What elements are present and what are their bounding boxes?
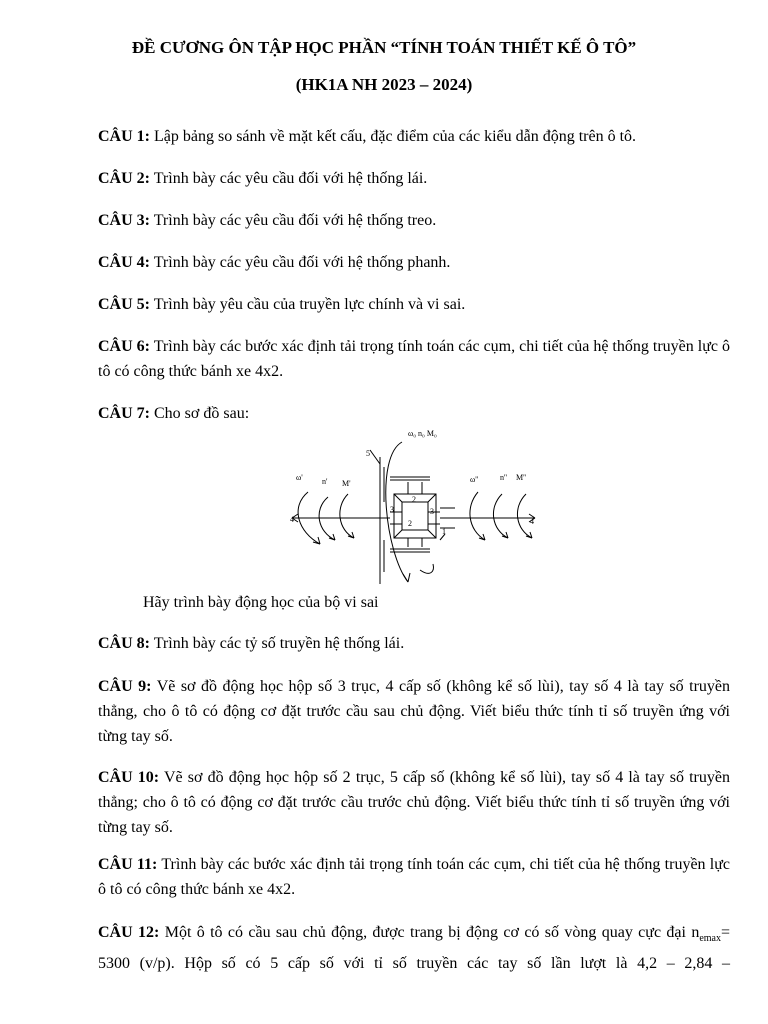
right-m-label: M'' (516, 473, 526, 482)
document-subtitle: (HK1A NH 2023 – 2024) (295, 75, 473, 94)
question-label: CÂU 2: (98, 170, 150, 187)
question-9 (98, 674, 730, 749)
question-label: CÂU 8: (98, 635, 150, 652)
part-2-top-label: 2 (412, 495, 416, 504)
top-label: ω₀ n₀ M₀ (408, 429, 437, 438)
left-m-label: M' (342, 479, 351, 488)
question-8 (98, 631, 730, 656)
question-text: Vẽ sơ đồ động học hộp số 3 trục, 4 cấp số (không kể số lùi), tay số 4 là tay số truyền thẳng, cho ô tô có động cơ đặt trước cầu sau chủ động. Viết biểu thức tính tỉ số truyền ứng với từng tay số. (98, 678, 731, 745)
part-5-label: 5 (366, 449, 370, 458)
question-label: CÂU 9: (98, 678, 152, 695)
question-text: Vẽ sơ đồ động học hộp số 2 trục, 5 cấp số (không kể số lùi), tay số 4 là tay số truyền thẳng; cho ô tô có động cơ đặt trước cầu trước chủ động. Viết biểu thức tính tỉ số truyền ứng với từng tay số. (98, 769, 730, 836)
left-n-label: n' (322, 477, 328, 486)
question-label: CÂU 1: (98, 128, 150, 145)
question-2 (98, 166, 730, 191)
question-text-before: Một ô tô có cầu sau chủ động, được trang bị động cơ có số vòng quay cực đại (164, 924, 692, 941)
question-text: Trình bày các yêu cầu đối với hệ thống treo. (153, 212, 437, 229)
question-text: Trình bày các yêu cầu đối với hệ thống phanh. (153, 254, 451, 271)
n-subscript: emax (699, 933, 721, 945)
question-label: CÂU 3: (98, 212, 150, 229)
question-text: Cho sơ đồ sau: (154, 405, 250, 422)
document-title: ĐỀ CƯƠNG ÔN TẬP HỌC PHẦN “TÍNH TOÁN THIẾT KẾ Ô TÔ” (131, 38, 637, 57)
question-label: CÂU 11: (98, 856, 158, 873)
question-text: Trình bày các yêu cầu đối với hệ thống lái. (153, 170, 428, 187)
question-5 (98, 292, 730, 317)
question-label: CÂU 10: (98, 769, 160, 786)
part-3-left-label: 3 (390, 505, 394, 514)
differential-diagram (280, 422, 550, 594)
question-10 (98, 765, 730, 840)
question-label: CÂU 5: (98, 296, 150, 313)
question-12 (98, 920, 730, 976)
question-label: CÂU 12: (98, 924, 160, 941)
question-text: Trình bày các bước xác định tải trọng tính toán các cụm, chi tiết của hệ thống truyền lực ô tô có công thức bánh xe 4x2. (98, 856, 731, 898)
left-omega-label: ω' (296, 473, 303, 482)
n-symbol: n (691, 924, 700, 941)
question-4 (98, 250, 730, 275)
part-1-label: 1 (442, 527, 446, 536)
question-text: Trình bày yêu cầu của truyền lực chính và vi sai. (153, 296, 466, 313)
part-3-right-label: 3 (430, 507, 434, 516)
part-4-left-label: 4 (290, 515, 294, 524)
question-text: Trình bày các tỷ số truyền hệ thống lái. (153, 635, 405, 652)
question-label: CÂU 4: (98, 254, 150, 271)
question-11 (98, 852, 730, 902)
diagram-caption: Hãy trình bày động học của bộ vi sai (143, 594, 379, 611)
right-omega-label: ω'' (470, 475, 479, 484)
right-n-label: n'' (500, 473, 507, 482)
question-text-after: = 5300 (v/p). Hộp số có 5 cấp số với tỉ số truyền các tay số lần lượt là 4,2 – 2,84 – (98, 924, 730, 973)
part-4-right-label: 4 (530, 517, 534, 526)
question-text: Lập bảng so sánh về mặt kết cấu, đặc điểm của các kiểu dẫn động trên ô tô. (154, 128, 637, 145)
question-label: CÂU 7: (98, 405, 150, 422)
part-2-bottom-label: 2 (408, 519, 412, 528)
question-1 (98, 124, 730, 149)
question-label: CÂU 6: (98, 338, 150, 355)
question-6 (98, 334, 730, 384)
question-3 (98, 208, 730, 233)
question-text: Trình bày các bước xác định tải trọng tính toán các cụm, chi tiết của hệ thống truyền lực ô tô có công thức bánh xe 4x2. (98, 338, 730, 380)
